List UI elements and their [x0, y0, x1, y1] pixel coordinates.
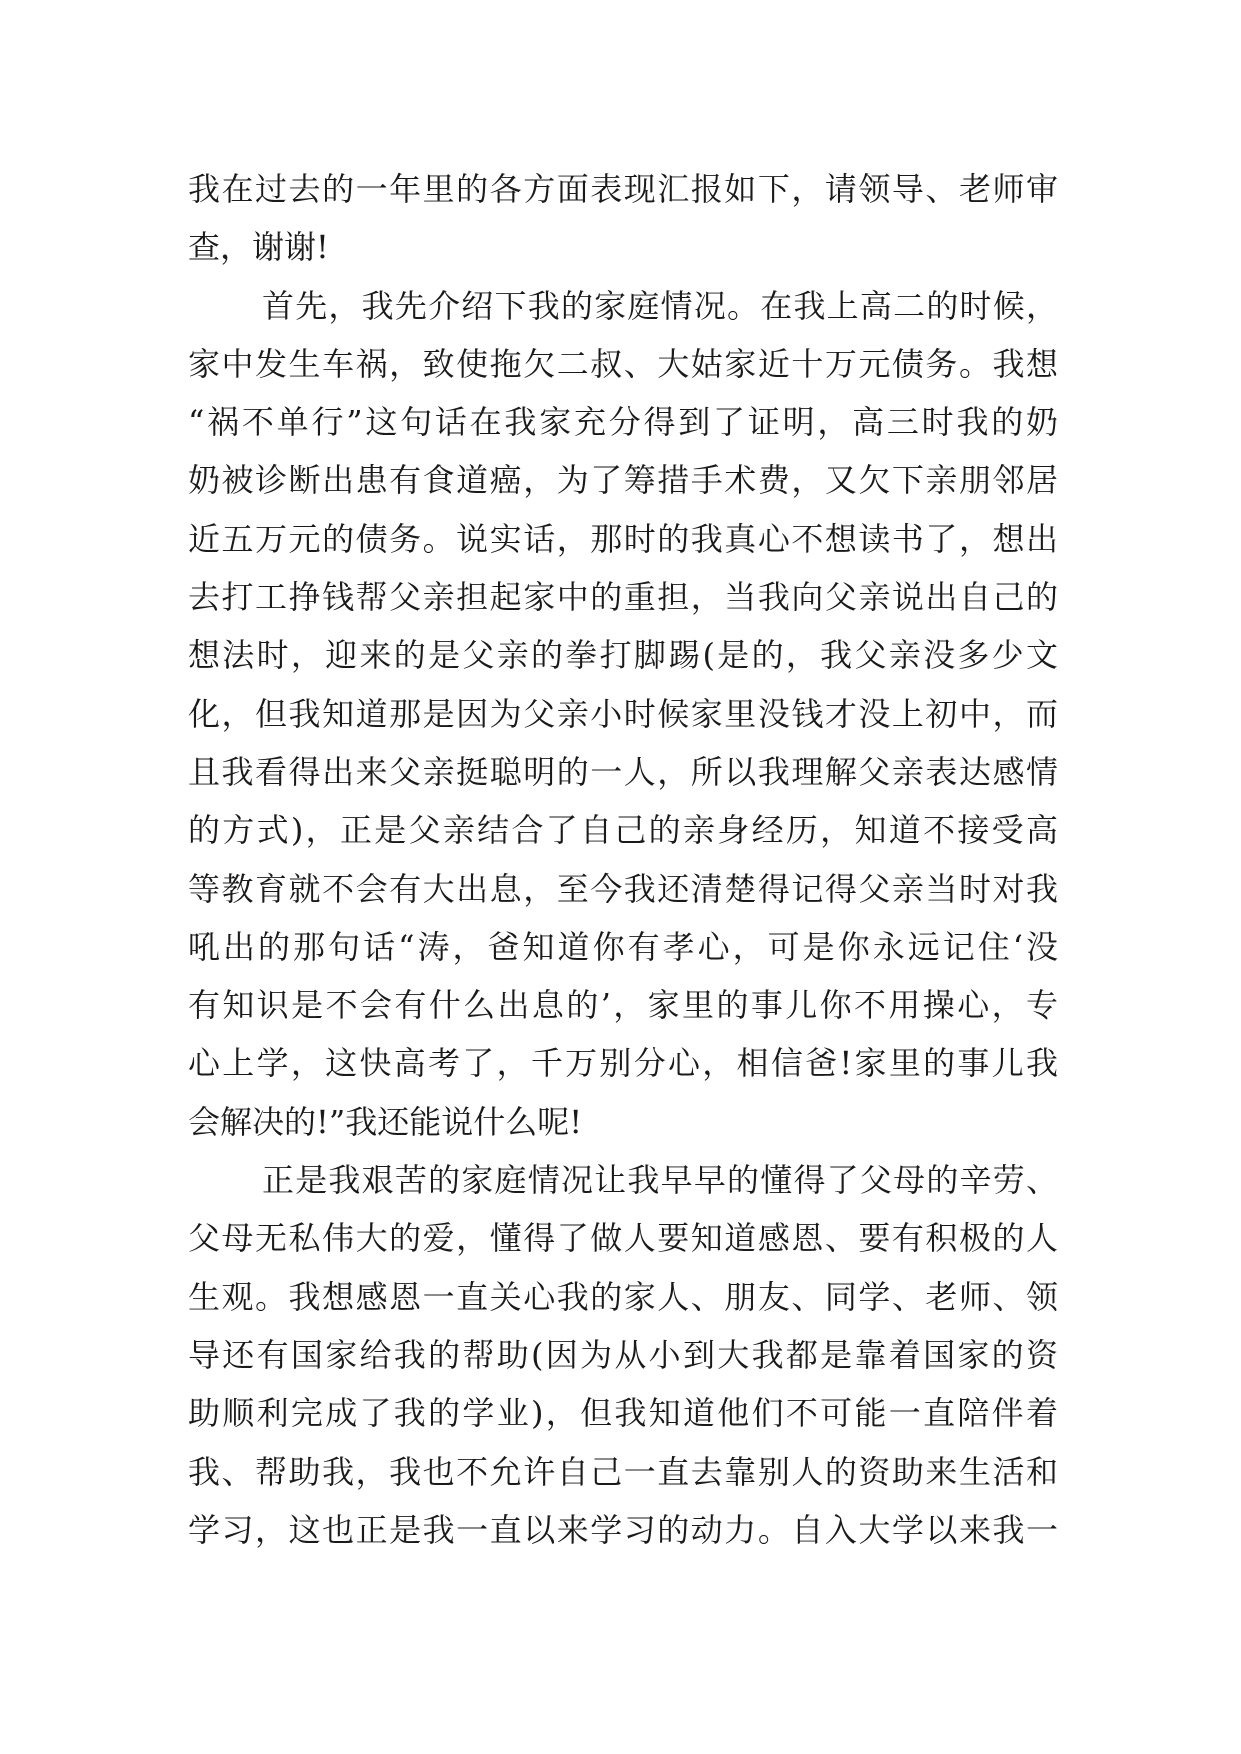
- text-line: 等教育就不会有大出息，至今我还清楚得记得父亲当时对我: [188, 869, 1058, 908]
- text-line: 正是我艰苦的家庭情况让我早早的懂得了父母的辛劳、: [262, 1161, 1058, 1200]
- text-line: 的方式)，正是父亲结合了自己的亲身经历，知道不接受高: [188, 811, 1058, 850]
- text-line: 且我看得出来父亲挺聪明的一人，所以我理解父亲表达感情: [188, 752, 1058, 791]
- text-line: 助顺利完成了我的学业)，但我知道他们不可能一直陪伴着: [188, 1394, 1058, 1433]
- text-line: 去打工挣钱帮父亲担起家中的重担，当我向父亲说出自己的: [188, 578, 1058, 617]
- text-line: 生观。我想感恩一直关心我的家人、朋友、同学、老师、领: [188, 1277, 1058, 1316]
- text-line: “祸不单行”这句话在我家充分得到了证明，高三时我的奶: [188, 403, 1058, 442]
- text-line: 化，但我知道那是因为父亲小时候家里没钱才没上初中，而: [188, 694, 1058, 733]
- document-body: [188, 160, 1058, 1559]
- text-line: 导还有国家给我的帮助(因为从小到大我都是靠着国家的资: [188, 1335, 1058, 1374]
- text-line: 首先，我先介绍下我的家庭情况。在我上高二的时候，: [262, 286, 1058, 325]
- text-line: 心上学，这快高考了，千万别分心，相信爸!家里的事儿我: [188, 1044, 1058, 1083]
- text-line: 会解决的!”我还能说什么呢!: [188, 1102, 583, 1141]
- text-line: 家中发生车祸，致使拖欠二叔、大姑家近十万元债务。我想: [188, 344, 1058, 383]
- text-line: 学习，这也正是我一直以来学习的动力。自入大学以来我一: [188, 1510, 1058, 1549]
- text-line: 想法时，迎来的是父亲的拳打脚踢(是的，我父亲没多少文: [188, 636, 1058, 675]
- text-line: 有知识是不会有什么出息的’，家里的事儿你不用操心，专: [188, 986, 1058, 1025]
- text-line: 我、帮助我，我也不允许自己一直去靠别人的资助来生活和: [188, 1452, 1058, 1491]
- text-line: 奶被诊断出患有食道癌，为了筹措手术费，又欠下亲朋邻居: [188, 461, 1058, 500]
- text-line: 吼出的那句话“涛，爸知道你有孝心，可是你永远记住‘没: [188, 927, 1058, 966]
- text-line: 近五万元的债务。说实话，那时的我真心不想读书了，想出: [188, 519, 1058, 558]
- text-line: 我在过去的一年里的各方面表现汇报如下，请领导、老师审: [188, 170, 1058, 208]
- text-line: 父母无私伟大的爱，懂得了做人要知道感恩、要有积极的人: [188, 1219, 1058, 1258]
- text-line: 查，谢谢!: [188, 228, 329, 267]
